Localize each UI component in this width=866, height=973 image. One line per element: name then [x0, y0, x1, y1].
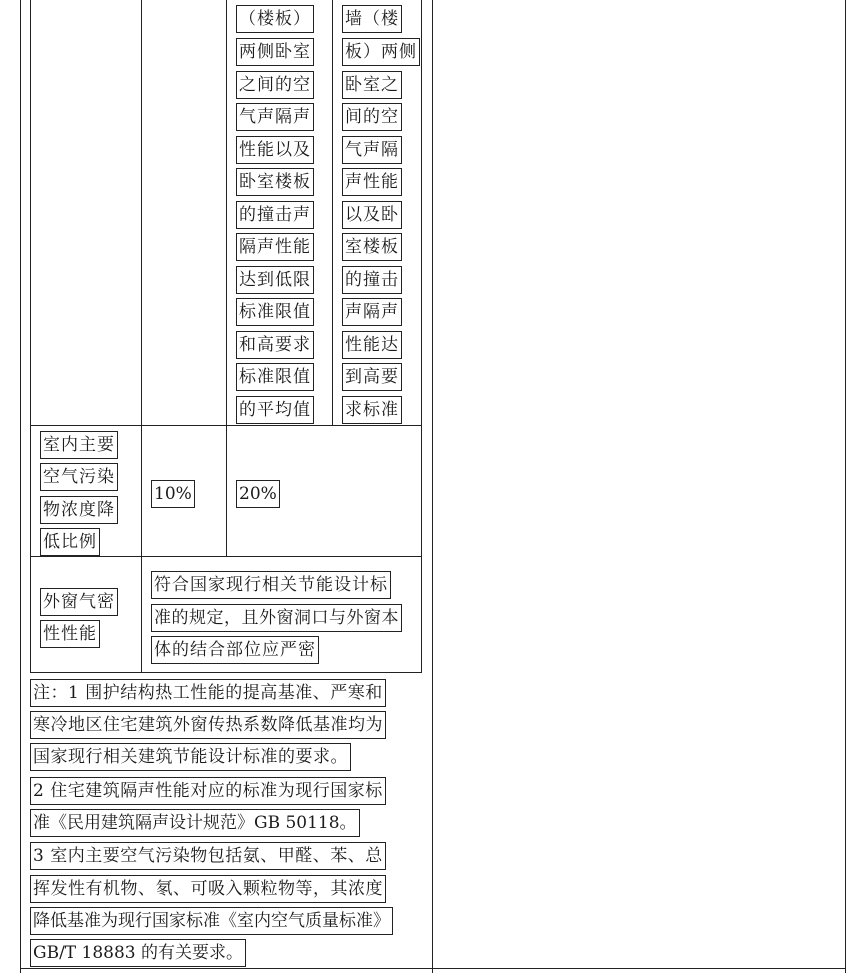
col-a-line: 的撞击声 [236, 201, 314, 229]
pollutant-value-low: 10% [151, 480, 195, 508]
col-b-line: 声性能 [342, 168, 402, 196]
outer-left-border [20, 0, 21, 973]
pollutant-value-high: 20% [236, 480, 280, 508]
window-label-line: 性性能 [40, 620, 100, 648]
col-a-line: 隔声性能 [236, 233, 314, 261]
window-desc-line: 体的结合部位应严密 [151, 636, 319, 664]
col-a-line: （楼板） [236, 5, 314, 33]
col-b-line: 声隔声 [342, 298, 402, 326]
outer-bottom-border [20, 968, 846, 969]
inner-col-divider-2 [226, 0, 227, 556]
col-a-line: 气声隔声 [236, 103, 314, 131]
col-a-line: 之间的空 [236, 71, 314, 99]
pollutant-label-line: 物浓度降 [40, 496, 118, 524]
col-b-line: 的撞击 [342, 266, 402, 294]
col-a-line: 性能以及 [236, 136, 314, 164]
col-a-line: 两侧卧室 [236, 38, 314, 66]
col-a-line: 达到低限 [236, 266, 314, 294]
col-b-line: 墙（楼 [342, 5, 402, 33]
inner-table-left-border [30, 0, 31, 672]
note-line: 准《民用建筑隔声设计规范》GB 50118。 [30, 809, 360, 837]
note-line: 2 住宅建筑隔声性能对应的标准为现行国家标 [30, 777, 386, 805]
col-a-line: 的平均值 [236, 396, 314, 424]
note-line: 注：1 围护结构热工性能的提高基准、严寒和 [30, 679, 386, 707]
inner-row-divider-2 [30, 556, 422, 557]
outer-right-border [845, 0, 846, 973]
col-b-line: 以及卧 [342, 201, 402, 229]
window-desc-line: 符合国家现行相关节能设计标 [151, 571, 391, 599]
col-b-line: 性能达 [342, 331, 402, 359]
window-desc-line: 准的规定，且外窗洞口与外窗本 [151, 604, 402, 632]
outer-middle-border [432, 0, 433, 973]
col-b-line: 板）两侧 [342, 38, 420, 66]
col-a-line: 标准限值 [236, 363, 314, 391]
note-line: 3 室内主要空气污染物包括氨、甲醛、苯、总 [30, 842, 386, 870]
pollutant-label-line: 低比例 [40, 528, 100, 556]
pollutant-label-line: 室内主要 [40, 431, 118, 459]
window-label-line: 外窗气密 [40, 588, 118, 616]
inner-col-divider-1 [141, 0, 142, 672]
note-line: 国家现行相关建筑节能设计标准的要求。 [30, 743, 351, 771]
col-a-line: 卧室楼板 [236, 168, 314, 196]
inner-row-divider-1 [30, 425, 422, 426]
note-line: 挥发性有机物、氡、可吸入颗粒物等，其浓度 [30, 875, 386, 903]
note-line: 降低基准为现行国家标准《室内空气质量标准》 [30, 907, 393, 935]
col-b-line: 到高要 [342, 363, 402, 391]
inner-col-divider-3 [332, 0, 333, 425]
col-b-line: 求标准 [342, 396, 402, 424]
inner-row-divider-3 [30, 672, 422, 673]
col-b-line: 室楼板 [342, 233, 402, 261]
col-b-line: 卧室之 [342, 71, 402, 99]
pollutant-label-line: 空气污染 [40, 463, 118, 491]
col-a-line: 和高要求 [236, 331, 314, 359]
col-a-line: 标准限值 [236, 298, 314, 326]
col-b-line: 气声隔 [342, 136, 402, 164]
col-b-line: 间的空 [342, 103, 402, 131]
note-line: 寒冷地区住宅建筑外窗传热系数降低基准均为 [30, 711, 386, 739]
inner-table-right-border [421, 0, 422, 672]
note-line: GB/T 18883 的有关要求。 [30, 939, 246, 967]
